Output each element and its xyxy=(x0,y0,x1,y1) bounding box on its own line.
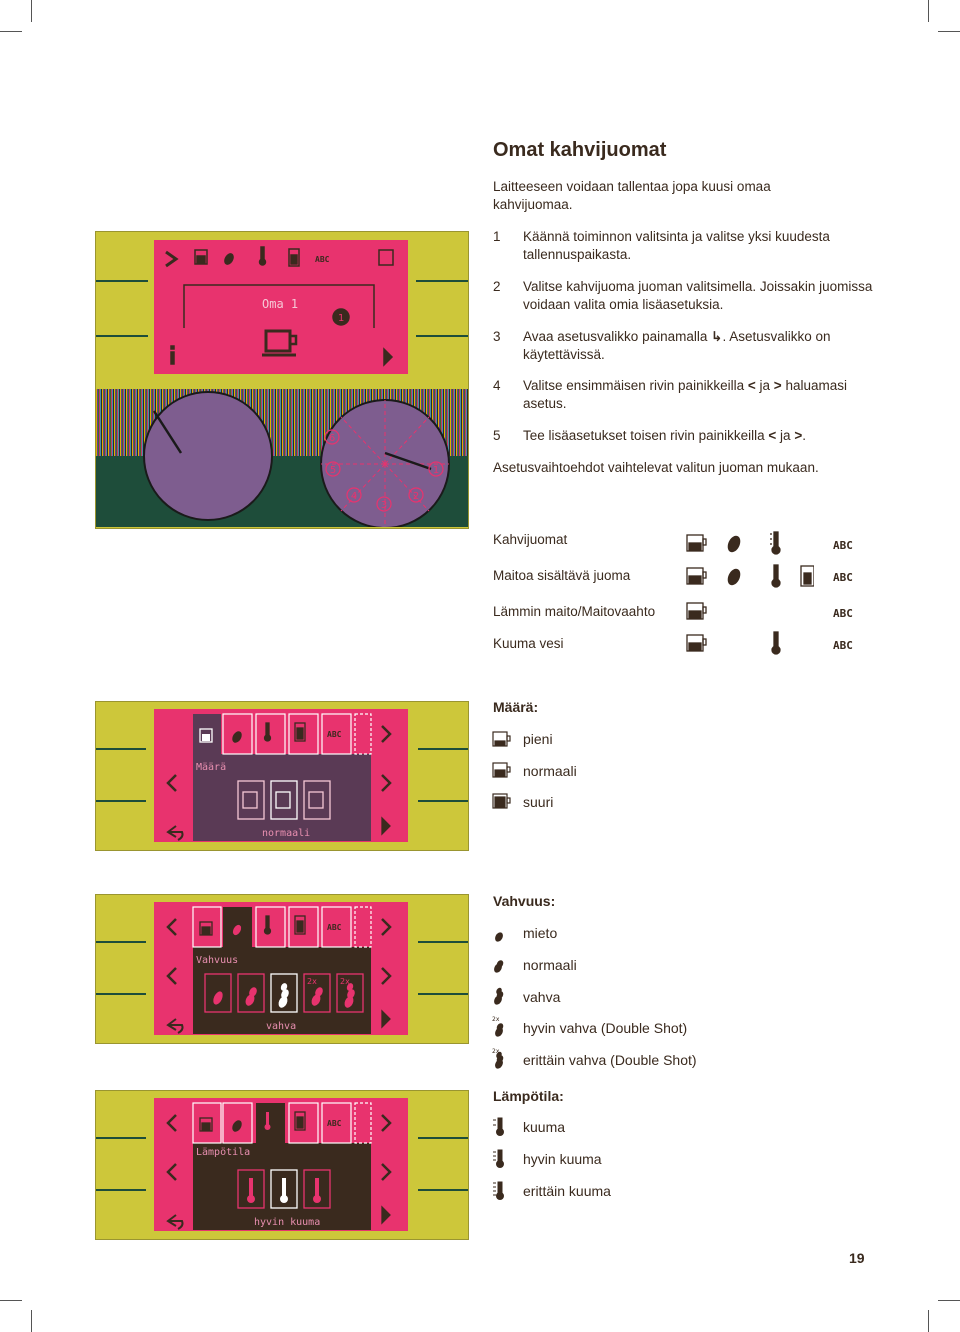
step-text-mid: ja xyxy=(759,378,771,393)
double-shot-label: 2x xyxy=(492,1048,500,1055)
page-title: Omat kahvijuomat xyxy=(493,139,667,161)
list-item: normaali xyxy=(523,763,577,779)
abc-icon: ABC xyxy=(327,730,342,739)
setting-label: Vahvuus xyxy=(196,955,239,966)
setting-label: Lämpötila xyxy=(196,1147,251,1158)
list-item: mieto xyxy=(523,925,558,941)
abc-icon: ABC xyxy=(833,639,853,652)
chevron-left-icon: < xyxy=(747,378,756,393)
cup-size-icons xyxy=(491,729,513,811)
chevron-left-icon: < xyxy=(768,428,777,443)
list-item: hyvin vahva (Double Shot) xyxy=(523,1020,688,1036)
crop-mark xyxy=(0,31,22,32)
lcd-screen xyxy=(154,240,408,374)
lcd-screen xyxy=(154,709,408,842)
lcd-graphics xyxy=(154,1098,408,1231)
lampotila-heading: Lämpötila: xyxy=(493,1088,564,1104)
menu-arrow-icon: ↳ xyxy=(711,329,723,344)
list-item: vahva xyxy=(523,989,561,1005)
double-shot-label: 2x xyxy=(307,977,317,986)
table-row-label: Kahvijuomat xyxy=(493,532,568,547)
double-shot-label: 2x xyxy=(340,977,350,986)
setting-label: Määrä xyxy=(196,762,227,773)
step-text xyxy=(523,427,873,445)
step-number: 3 xyxy=(493,329,501,344)
lcd-screen xyxy=(154,1098,408,1231)
dial-number: 5 xyxy=(329,465,337,476)
list-item: kuuma xyxy=(523,1119,566,1135)
setting-value: vahva xyxy=(266,1021,297,1032)
step-marker-1: 1 xyxy=(338,313,345,324)
setting-value: normaali xyxy=(262,828,311,839)
dial-area xyxy=(96,389,468,527)
double-shot-label: 2x xyxy=(492,1016,500,1023)
bean-icon xyxy=(726,535,742,554)
crop-mark xyxy=(31,0,32,22)
table-row-label: Maitoa sisältävä juoma xyxy=(493,568,631,583)
dial-number: 3 xyxy=(380,500,388,511)
chevron-right-icon: > xyxy=(794,428,803,443)
crop-mark xyxy=(928,1310,929,1332)
list-item: erittäin vahva (Double Shot) xyxy=(523,1052,697,1068)
page-number: 19 xyxy=(849,1250,865,1266)
step-text xyxy=(523,328,873,364)
crop-mark xyxy=(31,1310,32,1332)
list-item: hyvin kuuma xyxy=(523,1151,602,1167)
step-text: Käännä toiminnon valitsinta ja valitse yksi kuudesta tallennuspaikasta. xyxy=(523,229,830,262)
abc-icon: ABC xyxy=(327,1119,342,1128)
lcd-graphics xyxy=(154,709,408,842)
thermometer-icon xyxy=(770,532,780,554)
step-text-b: . xyxy=(802,428,806,443)
step-text: Valitse kahvijuoma juoman valitsimella. Joissakin juomissa voidaan valita omia lisäasetuksia. xyxy=(523,279,873,312)
intro-text: Laitteeseen voidaan tallentaa jopa kuusi omaa kahvijuomaa. xyxy=(493,179,771,212)
step-text-b: . Asetusvalikko on käytettävissä. xyxy=(523,329,831,362)
dial-number: 2 xyxy=(412,491,420,502)
lcd-graphics xyxy=(154,902,408,1035)
display-panel-maara xyxy=(95,701,469,851)
abc-icon: ABC xyxy=(327,923,342,932)
list-item: erittäin kuuma xyxy=(523,1183,611,1199)
step-text-a: Valitse ensimmäisen rivin painikkeilla xyxy=(523,378,745,393)
display-panel-main xyxy=(95,231,469,529)
chevron-right-icon: > xyxy=(773,378,782,393)
crop-mark xyxy=(0,1300,22,1301)
temperature-icons xyxy=(491,1116,513,1201)
table-row-label: Lämmin maito/Maitovaahto xyxy=(493,604,656,619)
abc-icon: ABC xyxy=(833,607,853,620)
step-text-b: haluamasi asetus. xyxy=(523,378,847,411)
step-number: 4 xyxy=(493,378,501,393)
abc-icon: ABC xyxy=(315,255,330,264)
menu-arrow-icon xyxy=(166,252,176,266)
note-text: Asetusvaihtoehdot vaihtelevat valitun juoman mukaan. xyxy=(493,460,819,475)
abc-icon: ABC xyxy=(833,571,853,584)
table-icons xyxy=(684,530,814,655)
display-panel-vahvuus xyxy=(95,894,469,1044)
lcd-screen xyxy=(154,902,408,1035)
step-text-a: Tee lisäasetukset toisen rivin painikkeilla xyxy=(523,428,765,443)
maara-heading: Määrä: xyxy=(493,699,539,715)
list-item: normaali xyxy=(523,957,577,973)
step-text xyxy=(523,377,873,413)
display-panel-lampotila xyxy=(95,1090,469,1240)
bean-strength-icons xyxy=(491,925,513,1070)
step-text-a: Avaa asetusvalikko painamalla xyxy=(523,329,708,344)
abc-icon: ABC xyxy=(833,539,853,552)
step-text-mid: ja xyxy=(780,428,791,443)
memory-slot-label: Oma 1 xyxy=(262,297,299,311)
step-number: 1 xyxy=(493,229,501,244)
crop-mark xyxy=(928,0,929,22)
crop-mark xyxy=(938,1300,960,1301)
list-item: pieni xyxy=(523,731,553,747)
step-number: 2 xyxy=(493,279,501,294)
dial-number: 4 xyxy=(350,491,358,502)
crop-mark xyxy=(938,31,960,32)
cup-icon xyxy=(687,535,706,551)
list-item: suuri xyxy=(523,794,554,810)
function-selector-dial xyxy=(144,392,272,520)
lcd-graphics xyxy=(154,240,408,374)
vahvuus-heading: Vahvuus: xyxy=(493,893,556,909)
table-row-label: Kuuma vesi xyxy=(493,636,564,651)
dial-number: 1 xyxy=(432,465,440,476)
setting-value: hyvin kuuma xyxy=(254,1217,321,1228)
dial-number: 6 xyxy=(328,433,336,444)
step-number: 5 xyxy=(493,428,501,443)
